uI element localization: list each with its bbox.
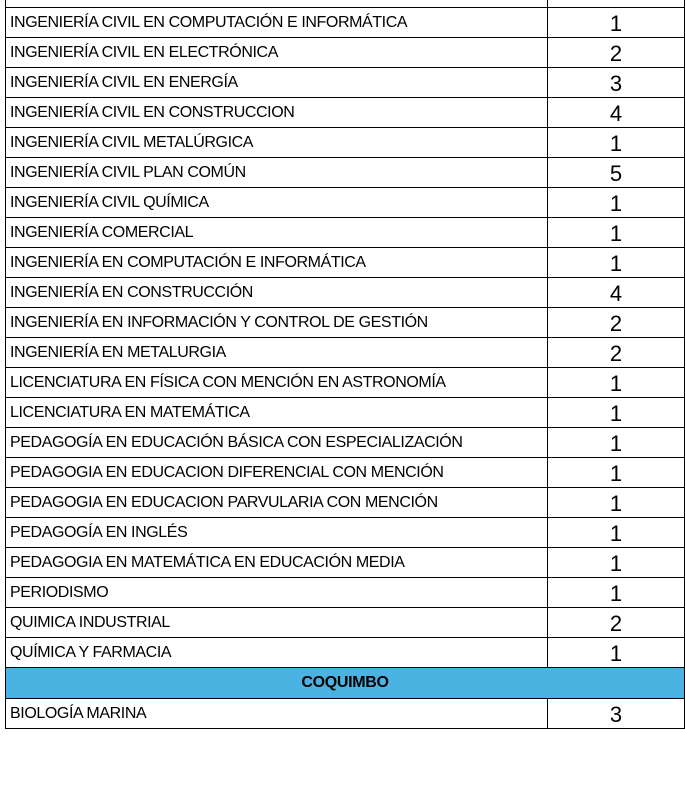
table-row [6,638,685,668]
table-row [6,278,685,308]
table-row [6,578,685,608]
table-row [6,518,685,548]
career-count: 4 [548,278,685,308]
career-name: INGENIERÍA COMERCIAL [6,218,548,248]
career-count: 2 [548,308,685,338]
table-row [6,188,685,218]
career-name: PEDAGOGÍA EN EDUCACIÓN BÁSICA CON ESPECIALIZACIÓN [6,428,548,458]
table-row [6,488,685,518]
career-name-cell [6,0,548,8]
table-row [6,308,685,338]
career-count: 1 [548,578,685,608]
table-row [6,218,685,248]
table-row [6,158,685,188]
career-name: INGENIERÍA EN CONSTRUCCIÓN [6,278,548,308]
career-name: INGENIERÍA EN INFORMACIÓN Y CONTROL DE GESTIÓN [6,308,548,338]
career-name: PEDAGOGIA EN EDUCACION PARVULARIA CON MENCIÓN [6,488,548,518]
career-name: INGENIERÍA CIVIL PLAN COMÚN [6,158,548,188]
career-name: INGENIERÍA CIVIL EN ENERGÍA [6,68,548,98]
table-row [6,458,685,488]
career-count: 2 [548,338,685,368]
career-name: INGENIERÍA CIVIL METALÚRGICA [6,128,548,158]
table-row-partial [6,0,685,8]
career-name: QUIMICA INDUSTRIAL [6,608,548,638]
career-count: 1 [548,398,685,428]
career-count: 1 [548,188,685,218]
career-count: 1 [548,488,685,518]
career-count: 1 [548,218,685,248]
career-name: PEDAGOGIA EN MATEMÁTICA EN EDUCACIÓN MEDIA [6,548,548,578]
count-cell [548,0,685,8]
career-count: 1 [548,428,685,458]
career-name: INGENIERÍA CIVIL QUÍMICA [6,188,548,218]
table-row [6,338,685,368]
career-name: BIOLOGÍA MARINA [6,699,548,729]
table-row [6,68,685,98]
career-name: PEDAGOGIA EN EDUCACION DIFERENCIAL CON MENCIÓN [6,458,548,488]
career-name: PEDAGOGÍA EN INGLÉS [6,518,548,548]
career-name: LICENCIATURA EN FÍSICA CON MENCIÓN EN ASTRONOMÍA [6,368,548,398]
career-count: 3 [548,68,685,98]
career-name: INGENIERÍA CIVIL EN ELECTRÓNICA [6,38,548,68]
table-row [6,98,685,128]
career-name: INGENIERÍA CIVIL EN CONSTRUCCION [6,98,548,128]
career-count: 1 [548,8,685,38]
career-count: 1 [548,548,685,578]
career-count: 1 [548,518,685,548]
table-row [6,699,685,729]
career-name: INGENIERÍA CIVIL EN COMPUTACIÓN E INFORMÁTICA [6,8,548,38]
career-name: LICENCIATURA EN MATEMÁTICA [6,398,548,428]
table-row [6,428,685,458]
career-name: INGENIERÍA EN METALURGIA [6,338,548,368]
table-row [6,548,685,578]
table-row [6,128,685,158]
table-row [6,8,685,38]
career-count: 5 [548,158,685,188]
table-row [6,248,685,278]
career-count: 2 [548,608,685,638]
career-count: 1 [548,248,685,278]
career-count: 1 [548,458,685,488]
table-row [6,368,685,398]
career-count: 3 [548,699,685,729]
career-name: QUÍMICA Y FARMACIA [6,638,548,668]
table-row [6,38,685,68]
region-name: COQUIMBO [6,668,685,699]
table-row [6,608,685,638]
career-count: 2 [548,38,685,68]
career-name: PERIODISMO [6,578,548,608]
career-count: 1 [548,368,685,398]
careers-table [5,0,685,729]
career-count: 1 [548,638,685,668]
career-count: 4 [548,98,685,128]
table-row [6,398,685,428]
region-header-row [6,668,685,699]
career-name: INGENIERÍA EN COMPUTACIÓN E INFORMÁTICA [6,248,548,278]
career-count: 1 [548,128,685,158]
